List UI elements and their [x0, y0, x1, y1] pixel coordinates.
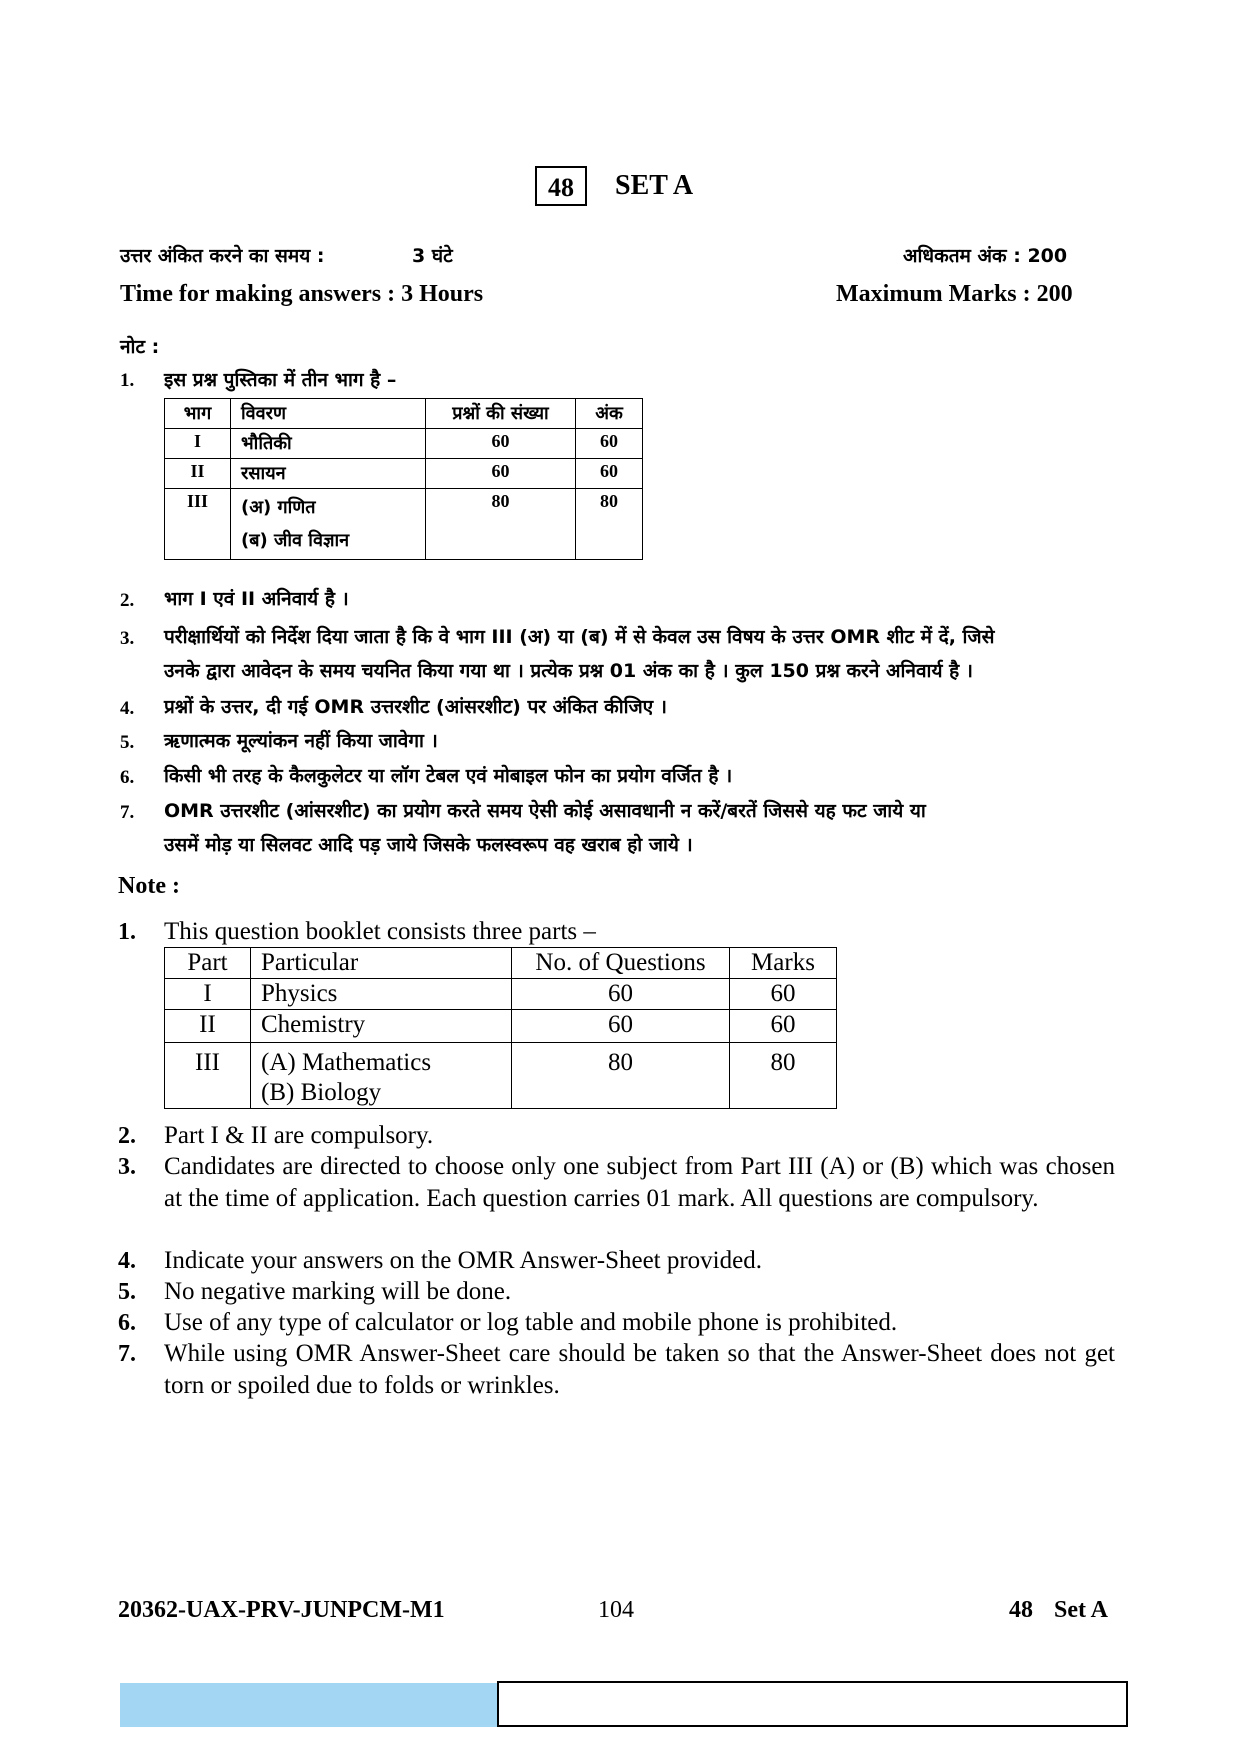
table-row — [165, 429, 643, 459]
table-row — [165, 979, 837, 1010]
english-item-number: 7. — [118, 1341, 136, 1367]
hindi-item-1: इस प्रश्न पुस्तिका में तीन भाग है – — [164, 369, 397, 391]
table-cell-line: (अ) गणित — [241, 497, 316, 518]
table-cell: 60 — [426, 429, 576, 459]
hindi-parts-table — [164, 398, 643, 560]
table-cell: 60 — [576, 429, 643, 459]
hindi-item-2: भाग I एवं II अनिवार्य है । — [164, 588, 349, 610]
table-cell: 60 — [576, 459, 643, 489]
table-cell: 60 — [512, 979, 730, 1010]
english-item-6: Use of any type of calculator or log table and mobile phone is prohibited. — [164, 1309, 898, 1336]
table-cell-line: (ब) जीव विज्ञान — [241, 530, 350, 551]
table-cell: रसायन — [231, 459, 426, 489]
table-cell: Physics — [251, 979, 512, 1010]
table-cell-line: (B) Biology — [261, 1079, 382, 1106]
booklet-number-box: 48 — [535, 166, 587, 206]
english-note-title: Note : — [118, 873, 180, 899]
table-row — [165, 1010, 837, 1043]
hindi-item-6: किसी भी तरह के कैलकुलेटर या लॉग टेबल एवं मोबाइल फोन का प्रयोग वर्जित है । — [164, 765, 733, 787]
set-label: SET A — [615, 170, 694, 201]
english-item-7: While using OMR Answer-Sheet care should be taken so that the Answer-Sheet does not get torn or spoiled due to folds or wrinkles. — [164, 1340, 1115, 1399]
hindi-item-7-line-2: उसमें मोड़ या सिलवट आदि पड़ जाये जिसके फलस्वरूप वह खराब हो जाये । — [164, 834, 693, 856]
english-item-number: 6. — [118, 1310, 136, 1336]
table-header-cell: Particular — [251, 948, 512, 979]
english-item-number: 1. — [118, 919, 136, 945]
hindi-max-marks: अधिकतम अंक : 200 — [903, 245, 1068, 267]
table-cell: 80 — [576, 489, 643, 560]
english-item-number: 4. — [118, 1248, 136, 1274]
hindi-item-number: 6. — [120, 767, 135, 788]
english-item-5: No negative marking will be done. — [164, 1278, 512, 1305]
hindi-item-3-line-2: उनके द्वारा आवेदन के समय चयनित किया गया था । प्रत्येक प्रश्न 01 अंक का है । कुल 150 प्रश्न करने अनिवार्य है । — [164, 660, 973, 682]
hindi-time-label: उत्तर अंकित करने का समय : — [120, 245, 325, 267]
table-cell: 60 — [512, 1010, 730, 1043]
table-cell: 60 — [730, 979, 837, 1010]
english-item-4: Indicate your answers on the OMR Answer-Sheet provided. — [164, 1247, 762, 1274]
table-cell: I — [165, 979, 251, 1010]
english-item-number: 3. — [118, 1154, 136, 1180]
english-item-2: Part I & II are compulsory. — [164, 1122, 434, 1149]
hindi-time-value: 3 घंटे — [412, 245, 453, 267]
footer-code: 20362-UAX-PRV-JUNPCM-M1 — [118, 1597, 445, 1623]
table-header-cell: भाग — [165, 399, 231, 429]
english-max-marks: Maximum Marks : 200 — [836, 281, 1073, 307]
table-cell — [251, 1043, 512, 1109]
hindi-item-3-line-1: परीक्षार्थियों को निर्देश दिया जाता है कि वे भाग III (अ) या (ब) में से केवल उस विषय के उत्तर OMR शीट में दें, जिसे — [164, 626, 995, 648]
table-header-cell: अंक — [576, 399, 643, 429]
english-item-3: Candidates are directed to choose only one subject from Part III (A) or (B) which was chosen at the time of application. Each question carries 01 mark. All questions are compulsory. — [164, 1153, 1115, 1212]
table-header-cell: प्रश्नों की संख्या — [426, 399, 576, 429]
footer-page-number: 104 — [598, 1597, 634, 1623]
hindi-item-number: 4. — [120, 698, 135, 719]
table-cell: III — [165, 1043, 251, 1109]
table-cell: 60 — [426, 459, 576, 489]
table-cell: 80 — [512, 1043, 730, 1109]
table-row — [165, 459, 643, 489]
hindi-note-title: नोट : — [120, 336, 160, 358]
hindi-item-number: 2. — [120, 590, 135, 611]
footer-set-label: Set A — [1054, 1597, 1108, 1623]
english-parts-table — [164, 947, 837, 1109]
table-header-row — [165, 948, 837, 979]
table-row — [165, 1043, 837, 1109]
table-header-row — [165, 399, 643, 429]
footer-color-bar — [120, 1683, 497, 1727]
footer-set-number: 48 — [1009, 1597, 1033, 1623]
english-time: Time for making answers : 3 Hours — [120, 281, 484, 307]
table-header-cell: Part — [165, 948, 251, 979]
table-cell: II — [165, 459, 231, 489]
table-cell: II — [165, 1010, 251, 1043]
table-row — [165, 489, 643, 560]
hindi-item-number: 3. — [120, 628, 135, 649]
table-cell: III — [165, 489, 231, 560]
table-cell: भौतिकी — [231, 429, 426, 459]
table-cell: 80 — [730, 1043, 837, 1109]
table-header-cell: विवरण — [231, 399, 426, 429]
english-item-number: 2. — [118, 1123, 136, 1149]
hindi-item-number: 5. — [120, 732, 135, 753]
footer-blank-box — [497, 1681, 1128, 1727]
english-item-1: This question booklet consists three parts – — [164, 918, 596, 945]
table-cell-line: (A) Mathematics — [261, 1049, 432, 1076]
english-item-number: 5. — [118, 1279, 136, 1305]
hindi-item-number: 7. — [120, 802, 135, 823]
hindi-item-number: 1. — [120, 370, 135, 391]
table-header-cell: No. of Questions — [512, 948, 730, 979]
table-cell: Chemistry — [251, 1010, 512, 1043]
table-cell: 80 — [426, 489, 576, 560]
table-header-cell: Marks — [730, 948, 837, 979]
hindi-item-4: प्रश्नों के उत्तर, दी गई OMR उत्तरशीट (आंसरशीट) पर अंकित कीजिए । — [164, 696, 667, 718]
hindi-item-7-line-1: OMR उत्तरशीट (आंसरशीट) का प्रयोग करते समय ऐसी कोई असावधानी न करें/बरतें जिससे यह फट जाये या — [164, 800, 926, 822]
hindi-item-5: ऋणात्मक मूल्यांकन नहीं किया जावेगा । — [164, 730, 438, 752]
table-cell: 60 — [730, 1010, 837, 1043]
table-cell — [231, 489, 426, 560]
table-cell: I — [165, 429, 231, 459]
